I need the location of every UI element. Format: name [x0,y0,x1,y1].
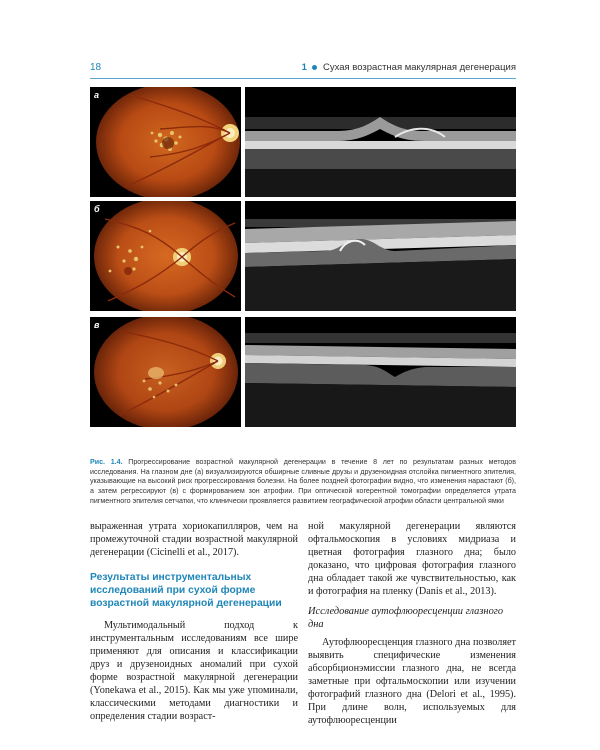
header-rule [90,78,516,79]
fundus-photo-b [90,201,241,311]
panel-letter-c: в [94,320,100,330]
figure-panel-a [90,87,516,197]
section-heading: Результаты инструментальных исследований при сухой форме возрастной макулярной дегенерации [90,572,282,609]
left-paragraph-2: Мультимодальный подход к инструментальным исследованиям все шире применяют для описания и классификации друз и друзеноидных аномалий при сухой форме возрастной макулярной дегенерации (Yonekawa et al., 2015). Как мы уже упоминали, классическими методами диагностики и определения стадии возраст- [90,620,298,722]
left-paragraph-1: выраженная утрата хориокапилляров, чем на промежуточной стадии возрастной макулярной дегенерации (Cicinelli et al., 2017). [90,521,298,558]
caption-text: Прогрессирование возрастной макулярной дегенерации в течение 8 лет по результатам разных методов исследования. На глазном дне (а) визуализируются обширные сливные друзы и друзеноидная отслойка пигментного эпителия, указывающие на высокий риск прогрессирования болезни. На более поздней фотографии видно, что изменения нарастают (б), а затем регрессируют (в) с формированием зон атрофии. При оптической когерентной томографии определяется утрата пигментного эпителия сетчатки, что клинически проявляется развитием географической атрофии области центральной ямки [90,458,517,505]
chapter-number: 1 [301,62,307,73]
right-column [308,520,516,727]
panel-letter-b: б [94,204,100,214]
oct-scan-c [245,317,516,427]
bullet-dot-icon [312,65,317,70]
fundus-photo-c [90,317,241,427]
fundus-photo-a [90,87,241,197]
subsection-heading: Исследование аутофлюоресценции глазного дна [308,606,504,630]
running-title [302,62,516,73]
oct-scan-a [245,87,516,197]
chapter-title: Сухая возрастная макулярная дегенерация [322,62,516,73]
figure-caption [90,458,516,507]
oct-scan-b [245,201,516,311]
figure-panel-c [90,317,516,427]
page-number: 18 [90,62,102,73]
right-paragraph-2: Аутофлюоресценция глазного дна позволяет выявить специфические изменения абсорбционэмиссии глазного дна, не всегда заметные при офтальмоскопии или изучении фотографий глазного дна (Delori et al., 1995). При длине волн, используемых для аутофлюоресценции [308,637,516,726]
right-paragraph-1: ной макулярной дегенерации являются офтальмоскопия в условиях мидриаза и цветная фотография глазного дна; было доказано, что цифровая фотография глазного дна обладает такой же чувствительностью, как и фотография на пленку (Danis et al., 2013). [308,521,516,597]
panel-letter-a: а [94,90,100,100]
figure-panel-b [90,201,516,311]
left-column [90,520,298,723]
running-header [90,62,516,76]
caption-label: Рис. 1.4. [90,458,123,466]
